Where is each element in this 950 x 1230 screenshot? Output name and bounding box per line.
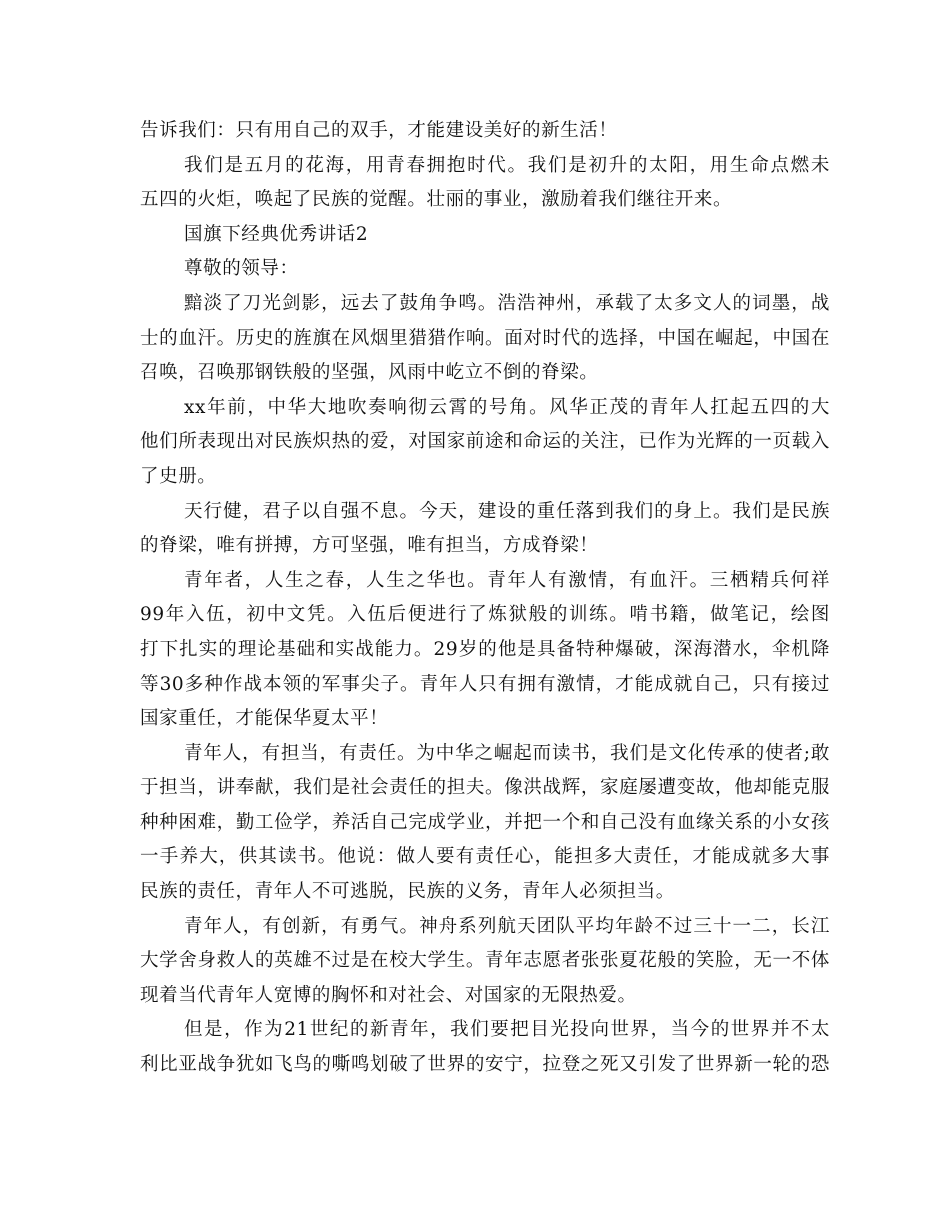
text-line: 告诉我们：只有用自己的双手，才能建设美好的新生活！ (140, 120, 618, 141)
text-line: 召唤，召唤那钢铁般的坚强，风雨中屹立不倒的脊梁。 (140, 362, 599, 384)
text-line: 现着当代青年人宽博的胸怀和对社会、对国家的无限热爱。 (140, 984, 637, 1006)
text-line: 利比亚战争犹如飞鸟的嘶鸣划破了世界的安宁，拉登之死又引发了世界新一轮的恐 (140, 1054, 830, 1076)
text-line: 国旗下经典优秀讲话2 (184, 223, 369, 245)
text-line: 青年人，有创新，有勇气。神舟系列航天团队平均年龄不过三十一二，长江 (184, 915, 830, 937)
text-line: 国家重任，才能保华夏太平！ (140, 708, 389, 730)
text-line: 99年入伍，初中文凭。入伍后便进行了炼狱般的训练。啃书籍，做笔记，绘图 (140, 604, 830, 626)
text-line: 我们是五月的花海，用青春拥抱时代。我们是初升的太阳，用生命点燃未 (184, 154, 830, 176)
text-line: 打下扎实的理论基础和实战能力。29岁的他是具备特种爆破，深海潜水，伞机降 (140, 638, 830, 660)
text-line: 种种困难，勤工俭学，养活自己完成学业，并把一个和自己没有血缘关系的小女孩 (140, 811, 830, 833)
text-line: 等30多种作战本领的军事尖子。青年人只有拥有激情，才能成就自己，只有接过 (140, 673, 830, 695)
text-line: 民族的责任，青年人不可逃脱，民族的义务，青年人必须担当。 (140, 881, 675, 903)
text-line: 五四的火炬，唤起了民族的觉醒。壮丽的事业，激励着我们继往开来。 (140, 189, 733, 211)
text-line: 尊敬的领导： (184, 258, 299, 280)
text-line: 了史册。 (140, 465, 217, 487)
text-line: 他们所表现出对民族炽热的爱，对国家前途和命运的关注，已作为光辉的一页载入 (140, 431, 830, 453)
text-line: 大学舍身救人的英雄不过是在校大学生。青年志愿者张张夏花般的笑脸，无一不体 (140, 950, 830, 972)
text-line: xx年前，中华大地吹奏响彻云霄的号角。风华正茂的青年人扛起五四的大 (184, 396, 830, 418)
text-line: 但是，作为21世纪的新青年，我们要把目光投向世界，当今的世界并不太 (184, 1019, 830, 1041)
text-line: 士的血汗。历史的旌旗在风烟里猎猎作响。面对时代的选择，中国在崛起，中国在 (140, 327, 830, 349)
text-line: 青年者，人生之春，人生之华也。青年人有激情，有血汗。三栖精兵何祥 (184, 569, 830, 591)
text-line: 一手养大，供其读书。他说：做人要有责任心，能担多大责任，才能成就多大事 (140, 846, 830, 868)
text-line: 于担当，讲奉献，我们是社会责任的担夫。像洪战辉，家庭屡遭变故，他却能克服 (140, 777, 830, 799)
text-line: 青年人，有担当，有责任。为中华之崛起而读书，我们是文化传承的使者;敢 (184, 742, 830, 764)
document-body (140, 114, 830, 1083)
text-line: 的脊梁，唯有拼搏，方可坚强，唯有担当，方成脊梁！ (140, 535, 599, 557)
text-line: 黯淡了刀光剑影，远去了鼓角争鸣。浩浩神州，承载了太多文人的词墨，战 (184, 292, 830, 314)
text-line: 天行健，君子以自强不息。今天，建设的重任落到我们的身上。我们是民族 (184, 500, 830, 522)
